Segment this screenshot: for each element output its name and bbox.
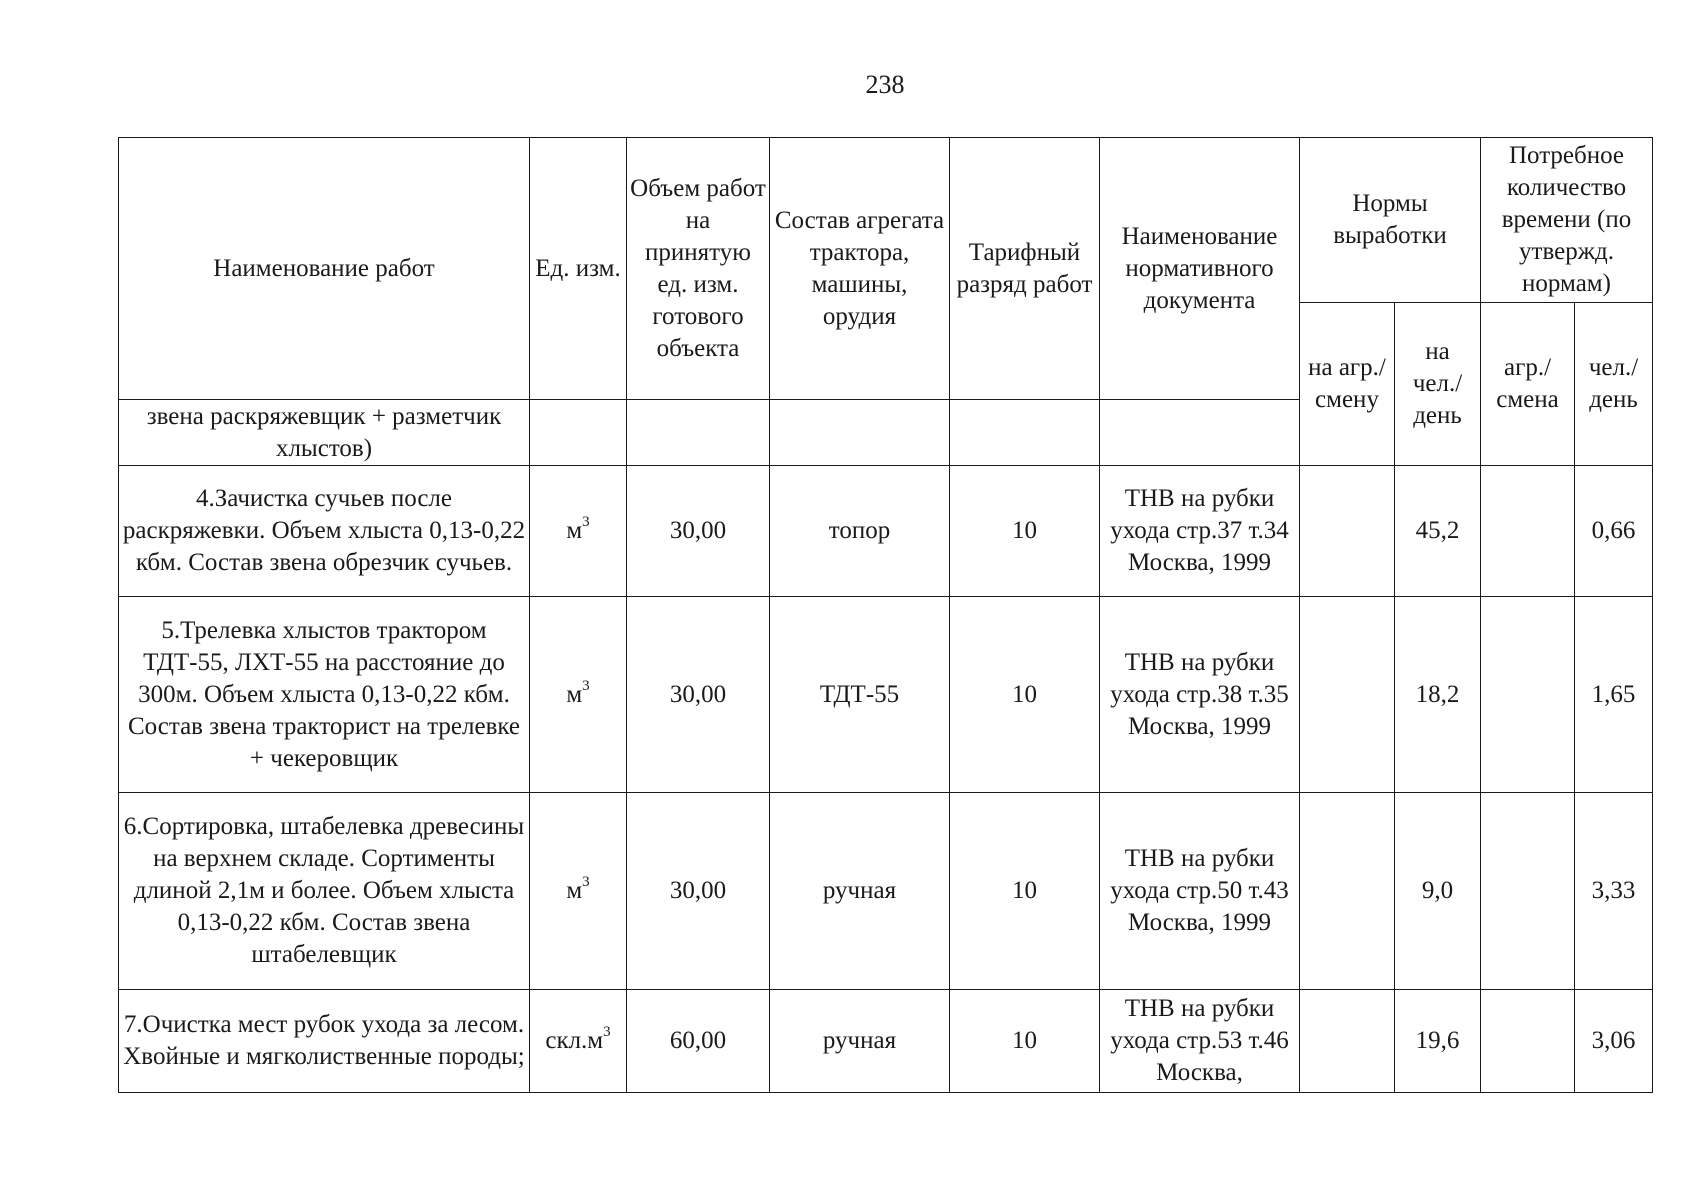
header-volume: Объем работ на принятую ед. изм. готового объекта [627,138,770,400]
time-person-cell: 0,66 [1575,466,1653,597]
header-composition: Состав агрегата трактора, машины, орудия [770,138,950,400]
volume-cell: 30,00 [627,466,770,597]
volume-cell: 30,00 [627,793,770,990]
unit-text: м [566,877,583,904]
composition-cell: ручная [770,990,950,1093]
header-time-person: чел./ день [1575,303,1653,466]
work-name: 5.Трелевка хлыстов трактором ТДТ-55, ЛХТ-55 на расстояние до 300м. Объем хлыста 0,13-0,22 кбм. Состав звена тракторист на трелевке + чекеровщик [119,597,530,793]
page-number: 238 [865,70,905,99]
continuation-volume [627,400,770,466]
header-unit: Ед. изм. [530,138,627,400]
header-row [119,138,1653,303]
unit-cell [530,793,627,990]
continuation-name: звена раскряжевщик + разметчик хлыстов) [119,400,530,466]
norm-person-cell: 19,6 [1395,990,1481,1093]
norm-agr-cell [1300,990,1395,1093]
document-cell: ТНВ на рубки ухода стр.38 т.35 Москва, 1999 [1100,597,1300,793]
norm-person-cell: 9,0 [1395,793,1481,990]
header-norms: Нормы выработки [1300,138,1481,303]
header-norms-agr: на агр./ смену [1300,303,1395,466]
unit-cell [530,597,627,793]
unit-superscript: 3 [582,677,590,694]
unit-superscript: 3 [582,874,590,890]
time-person-cell: 1,65 [1575,597,1653,793]
time-agr-cell [1481,990,1575,1093]
continuation-document [1100,400,1300,466]
composition-cell: ручная [770,793,950,990]
work-norms-table [118,137,1653,1093]
document-cell: ТНВ на рубки ухода стр.37 т.34 Москва, 1999 [1100,466,1300,597]
table-row [119,597,1653,793]
continuation-composition [770,400,950,466]
header-document: Наименование нормативного документа [1100,138,1300,400]
work-name: 4.Зачистка сучьев после раскряжевки. Объем хлыста 0,13-0,22 кбм. Состав звена обрезчик сучьев. [119,466,530,597]
continuation-tariff [950,400,1100,466]
work-name: 6.Сортировка, штабелевка древесины на верхнем складе. Сортименты длиной 2,1м и более. Объем хлыста 0,13-0,22 кбм. Состав звена штабелевщик [119,793,530,990]
norm-agr-cell [1300,597,1395,793]
header-time: Потребное количество времени (по утвержд. нормам) [1481,138,1653,303]
time-person-cell: 3,06 [1575,990,1653,1093]
document-cell: ТНВ на рубки ухода стр.50 т.43 Москва, 1999 [1100,793,1300,990]
tariff-cell: 10 [950,597,1100,793]
header-time-agr: агр./ смена [1481,303,1575,466]
unit-superscript: 3 [603,1024,611,1040]
norm-agr-cell [1300,793,1395,990]
unit-superscript: 3 [582,514,590,530]
time-agr-cell [1481,597,1575,793]
table-row [119,793,1653,990]
continuation-unit [530,400,627,466]
header-norms-person: на чел./ день [1395,303,1481,466]
time-agr-cell [1481,793,1575,990]
norm-person-cell: 18,2 [1395,597,1481,793]
header-tariff: Тарифный разряд работ [950,138,1100,400]
norm-person-cell: 45,2 [1395,466,1481,597]
unit-cell [530,990,627,1093]
table-row [119,990,1653,1093]
tariff-cell: 10 [950,466,1100,597]
volume-cell: 30,00 [627,597,770,793]
composition-cell: топор [770,466,950,597]
time-agr-cell [1481,466,1575,597]
work-name: 7.Очистка мест рубок ухода за лесом. Хвойные и мягколиственные породы; [119,990,530,1093]
tariff-cell: 10 [950,990,1100,1093]
unit-text: скл.м [545,1027,604,1054]
tariff-cell: 10 [950,793,1100,990]
volume-cell: 60,00 [627,990,770,1093]
table-row [119,466,1653,597]
header-name: Наименование работ [119,138,530,400]
document-cell: ТНВ на рубки ухода стр.53 т.46 Москва, [1100,990,1300,1093]
unit-text: м [566,680,583,708]
unit-text: м [566,517,583,544]
composition-cell: ТДТ-55 [770,597,950,793]
unit-cell [530,466,627,597]
norm-agr-cell [1300,466,1395,597]
time-person-cell: 3,33 [1575,793,1653,990]
